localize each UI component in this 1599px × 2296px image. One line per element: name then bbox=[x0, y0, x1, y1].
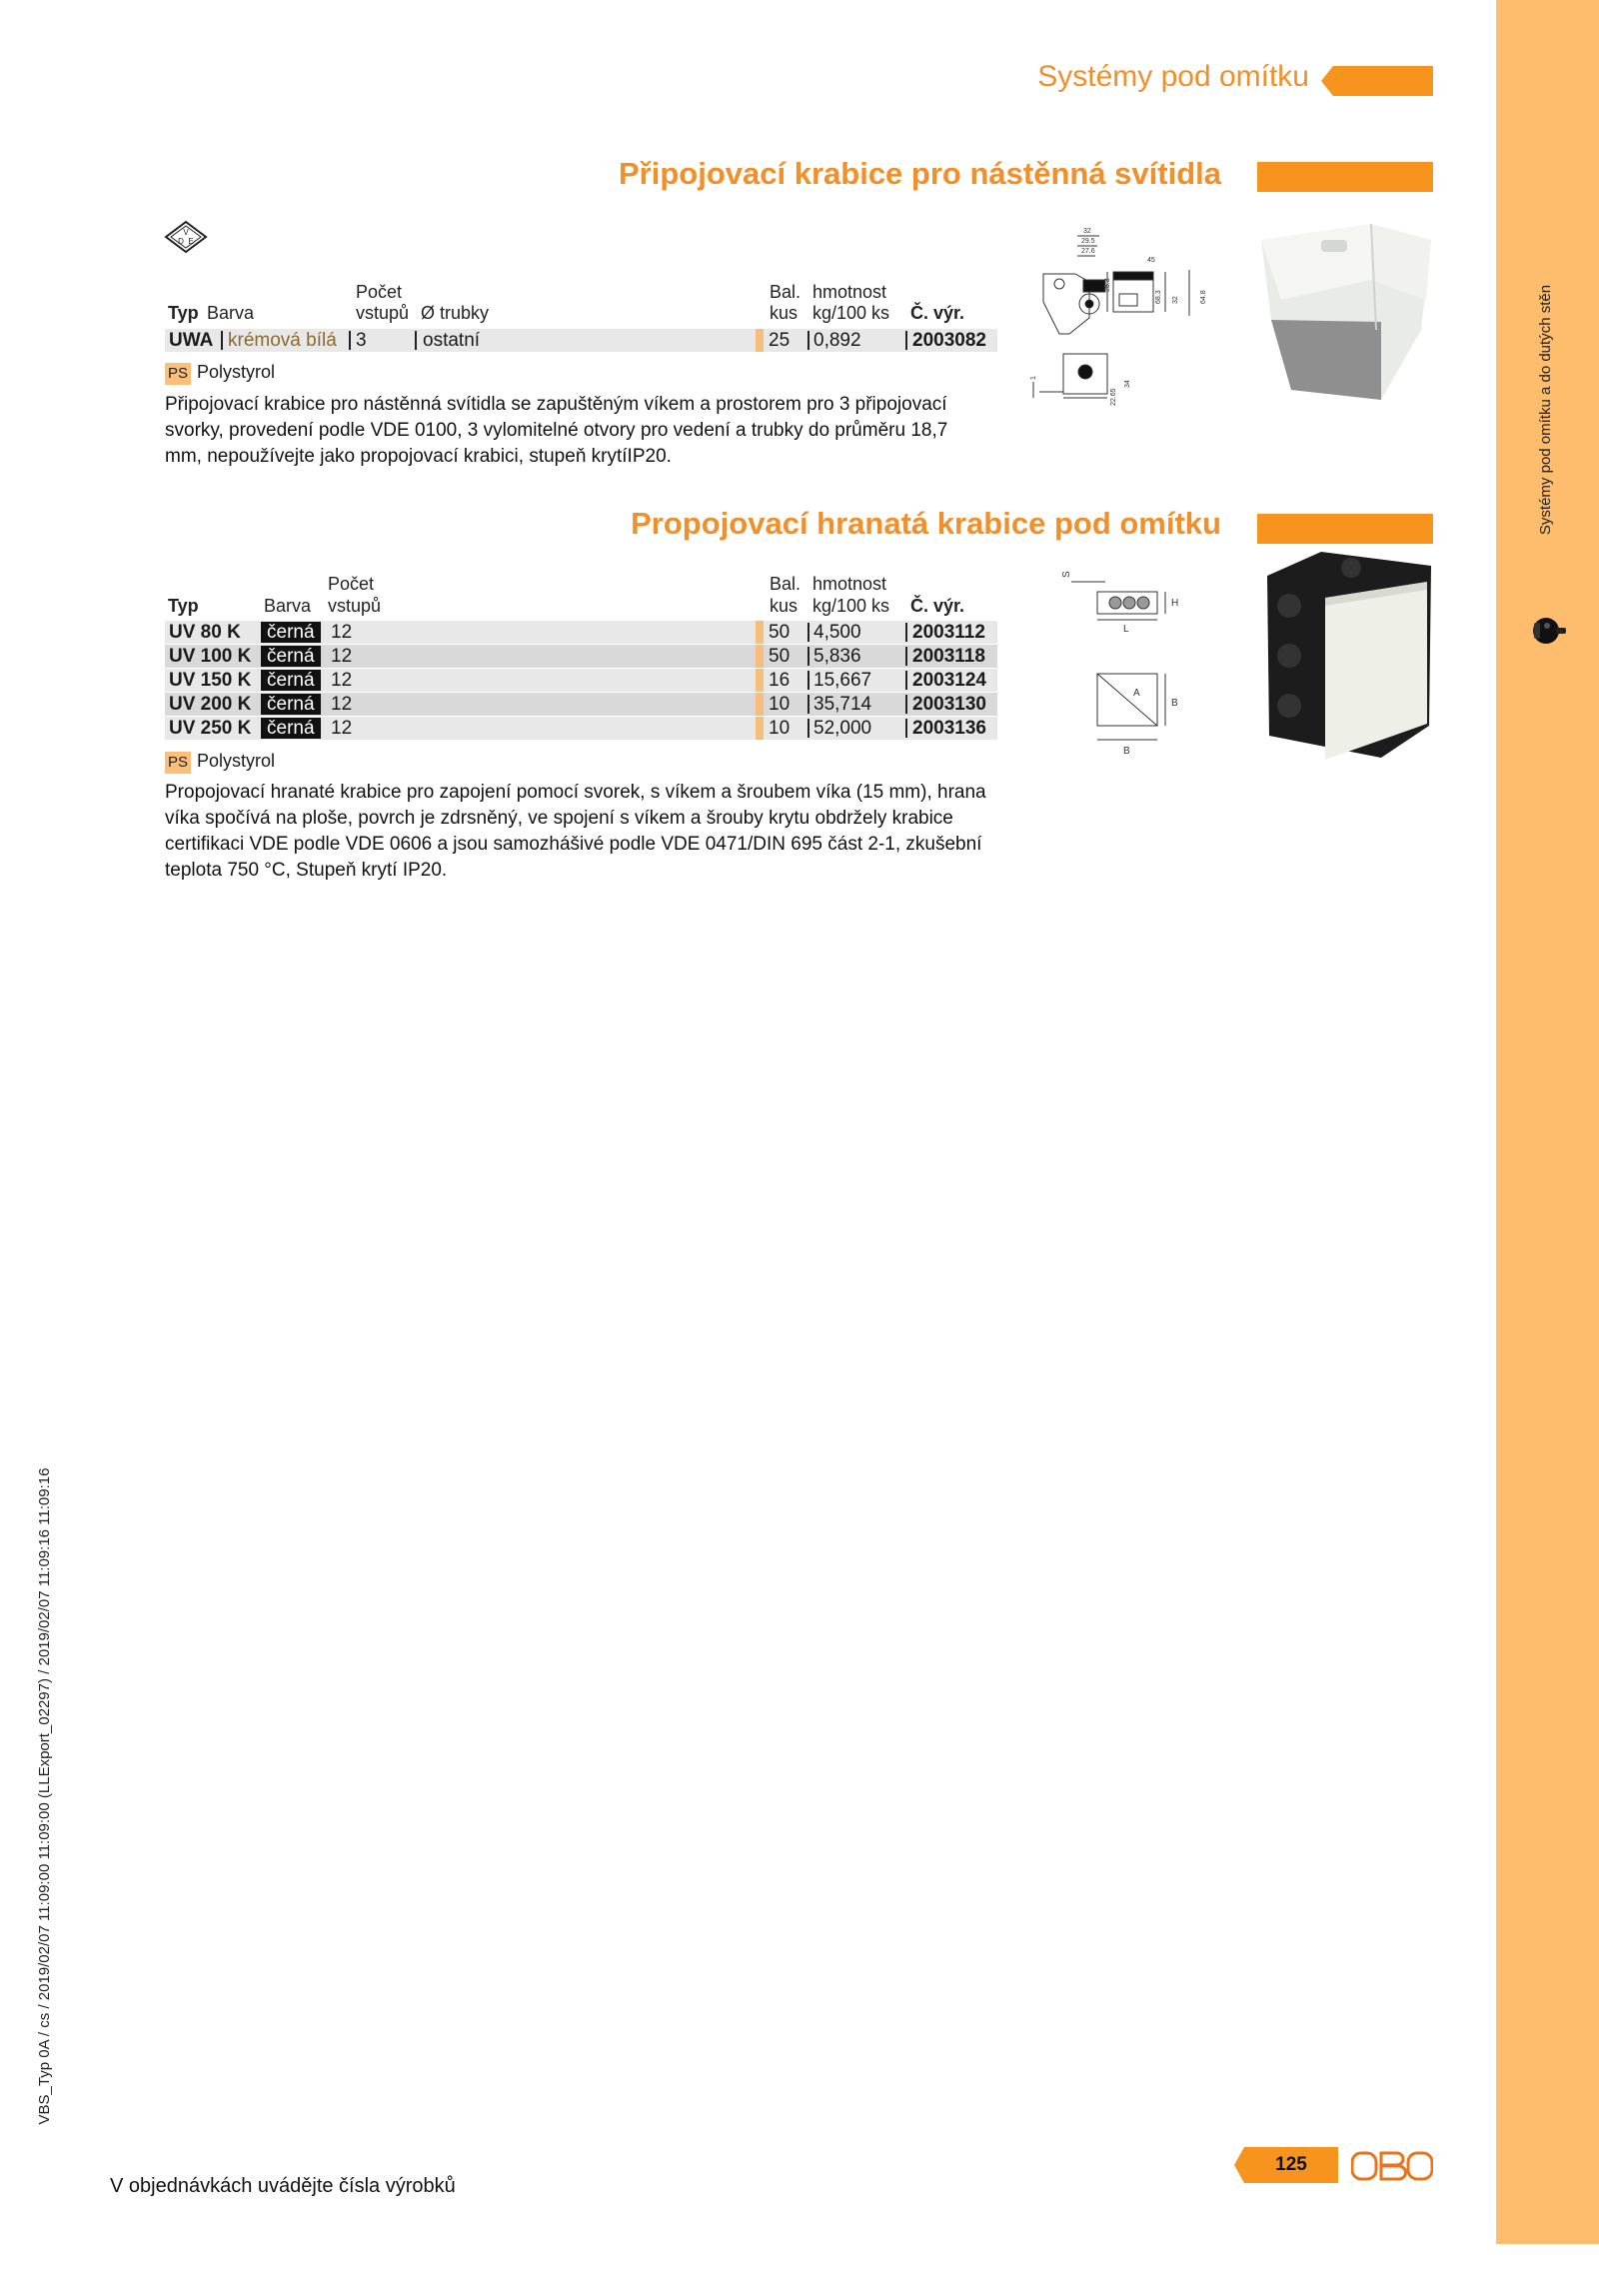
cell-barva: krémová bílá bbox=[228, 330, 337, 351]
table-row bbox=[165, 621, 997, 644]
cell-hmotnost: 5,836 bbox=[813, 646, 861, 667]
svg-text:D: D bbox=[178, 237, 184, 246]
material-line bbox=[165, 750, 275, 772]
svg-text:22.65: 22.65 bbox=[1110, 388, 1117, 406]
material-line bbox=[165, 361, 275, 383]
table-row bbox=[165, 693, 997, 716]
cell-pocet: 12 bbox=[331, 646, 353, 667]
svg-text:B: B bbox=[1171, 698, 1178, 709]
obo-logo bbox=[1351, 2149, 1433, 2183]
page-header-title: Systémy pod omítku bbox=[1037, 60, 1309, 93]
cell-pocet: 3 bbox=[356, 330, 367, 351]
cell-hmotnost: 0,892 bbox=[813, 330, 861, 351]
section1-title: Připojovací krabice pro nástěnná svítidla bbox=[619, 156, 1221, 191]
cell-cislo: 2003082 bbox=[912, 330, 986, 351]
product-photo-uwa bbox=[1251, 210, 1447, 410]
vde-certification-icon bbox=[164, 220, 208, 254]
cell-bal: 10 bbox=[769, 718, 791, 739]
cell-cislo: 2003136 bbox=[912, 718, 986, 739]
section2-description: Propojovací hranaté krabice pro zapojení pomocí svorek, s víkem a šroubem víka (15 mm), hrana víka spočívá na ploše, povrch je zdrsněný, ve spojení s víkem a šrouby krytu obdržely krabice certifikaci VDE podle VDE 0606 a jsou samozhášivé podle VDE 0471/DIN 695 část 2-1, zkušební teplota 750 °C, Stupeň krytí IP20. bbox=[165, 782, 986, 881]
cell-bal: 10 bbox=[769, 694, 791, 715]
cell-hmotnost: 35,714 bbox=[813, 694, 872, 715]
cell-pocet: 12 bbox=[331, 718, 353, 739]
print-metadata: VBS_Typ 0A / cs / 2019/02/07 11:09:00 11:09:00 (LLExport_02297) / 2019/02/07 11:09:16 11:09:16 bbox=[36, 1467, 53, 2125]
cell-pocet: 12 bbox=[331, 694, 353, 715]
table-row bbox=[165, 717, 997, 740]
cell-typ: UV 80 K bbox=[169, 622, 241, 643]
technical-drawing-uv bbox=[1061, 562, 1201, 762]
header-accent-bar bbox=[1321, 66, 1433, 96]
cell-typ: UV 100 K bbox=[169, 646, 252, 667]
header-kus: kus bbox=[770, 303, 799, 323]
header-trubky: Ø trubky bbox=[421, 303, 490, 323]
cell-typ: UV 200 K bbox=[169, 694, 252, 715]
cell-typ: UWA bbox=[169, 330, 214, 351]
svg-text:H: H bbox=[1171, 598, 1179, 609]
material-name: Polystyrol bbox=[197, 751, 276, 771]
cell-cislo: 2003130 bbox=[912, 694, 986, 715]
cell-barva: černá bbox=[261, 718, 321, 739]
material-badge: PS bbox=[165, 752, 191, 774]
cell-trubky: ostatní bbox=[423, 330, 481, 351]
product-photo-uv bbox=[1261, 546, 1437, 766]
header-cvyr: Č. výr. bbox=[910, 596, 965, 616]
cell-barva: černá bbox=[261, 622, 321, 643]
svg-text:32: 32 bbox=[1172, 296, 1179, 304]
cell-hmotnost: 15,667 bbox=[813, 670, 872, 691]
section2-accent-bar bbox=[1257, 514, 1433, 544]
cell-bal: 25 bbox=[769, 330, 791, 351]
header-hmotnost: hmotnost bbox=[812, 574, 887, 594]
cell-cislo: 2003124 bbox=[912, 670, 986, 691]
header-bal: Bal. bbox=[770, 282, 801, 302]
header-barva: Barva bbox=[264, 596, 312, 616]
svg-text:A: A bbox=[1133, 688, 1140, 699]
header-kg: kg/100 ks bbox=[812, 303, 890, 323]
sidebar-label: Systémy pod omítku a do dutých stěn bbox=[1537, 284, 1554, 536]
header-cvyr: Č. výr. bbox=[910, 303, 965, 323]
svg-text:27.6: 27.6 bbox=[1081, 248, 1095, 255]
svg-text:29.5: 29.5 bbox=[1081, 238, 1095, 245]
header-kus: kus bbox=[770, 596, 799, 616]
header-pocet: Počet bbox=[356, 282, 403, 302]
cell-bal: 16 bbox=[769, 670, 791, 691]
svg-text:32: 32 bbox=[1083, 228, 1091, 235]
svg-text:S: S bbox=[1061, 571, 1072, 578]
svg-text:V: V bbox=[183, 228, 189, 237]
cell-barva: černá bbox=[261, 694, 321, 715]
cell-barva: černá bbox=[261, 670, 321, 691]
plug-icon bbox=[1528, 614, 1568, 648]
header-hmotnost: hmotnost bbox=[812, 282, 887, 302]
footer-note: V objednávkách uvádějte čísla výrobků bbox=[110, 2175, 456, 2197]
svg-text:25.3: 25.3 bbox=[1104, 278, 1111, 292]
page-number: 125 bbox=[1275, 2154, 1307, 2175]
header-typ: Typ bbox=[168, 303, 199, 323]
table-row bbox=[165, 329, 997, 352]
svg-text:1: 1 bbox=[1030, 376, 1037, 380]
header-pocet: Počet bbox=[328, 574, 375, 594]
header-vstupu: vstupů bbox=[328, 596, 382, 616]
svg-text:L: L bbox=[1123, 624, 1129, 635]
cell-hmotnost: 52,000 bbox=[813, 718, 872, 739]
cell-bal: 50 bbox=[769, 646, 791, 667]
material-badge: PS bbox=[165, 363, 191, 385]
header-bal: Bal. bbox=[770, 574, 801, 594]
cell-barva: černá bbox=[261, 646, 321, 667]
section1-description: Připojovací krabice pro nástěnná svítidla se zapuštěným víkem a prostorem pro 3 připojovací svorky, provedení podle VDE 0100, 3 vylomitelné otvory pro vedení a trubky do průměru 18,7 mm, nepoužívejte jako propojovací krabici, stupeň krytíIP20. bbox=[165, 394, 948, 467]
cell-bal: 50 bbox=[769, 622, 791, 643]
svg-text:E: E bbox=[188, 237, 194, 246]
table-row bbox=[165, 669, 997, 692]
header-typ: Typ bbox=[168, 596, 199, 616]
svg-text:64.8: 64.8 bbox=[1200, 290, 1207, 304]
svg-text:45: 45 bbox=[1147, 257, 1155, 264]
header-vstupu: vstupů bbox=[356, 303, 410, 323]
svg-text:68.3: 68.3 bbox=[1155, 290, 1162, 304]
svg-text:34: 34 bbox=[1124, 380, 1131, 388]
header-barva: Barva bbox=[207, 303, 255, 323]
cell-typ: UV 250 K bbox=[169, 718, 252, 739]
material-name: Polystyrol bbox=[197, 362, 276, 382]
svg-text:OBO: OBO bbox=[1392, 2171, 1395, 2172]
section1-accent-bar bbox=[1257, 162, 1433, 192]
svg-text:B: B bbox=[1123, 746, 1130, 757]
cell-pocet: 12 bbox=[331, 622, 353, 643]
cell-pocet: 12 bbox=[331, 670, 353, 691]
table-row bbox=[165, 645, 997, 668]
cell-cislo: 2003112 bbox=[912, 622, 985, 643]
cell-cislo: 2003118 bbox=[912, 646, 985, 667]
section2-title: Propojovací hranatá krabice pod omítku bbox=[631, 506, 1221, 541]
technical-drawing-uwa bbox=[1029, 222, 1229, 414]
cell-typ: UV 150 K bbox=[169, 670, 252, 691]
cell-hmotnost: 4,500 bbox=[813, 622, 861, 643]
header-kg: kg/100 ks bbox=[812, 596, 890, 616]
